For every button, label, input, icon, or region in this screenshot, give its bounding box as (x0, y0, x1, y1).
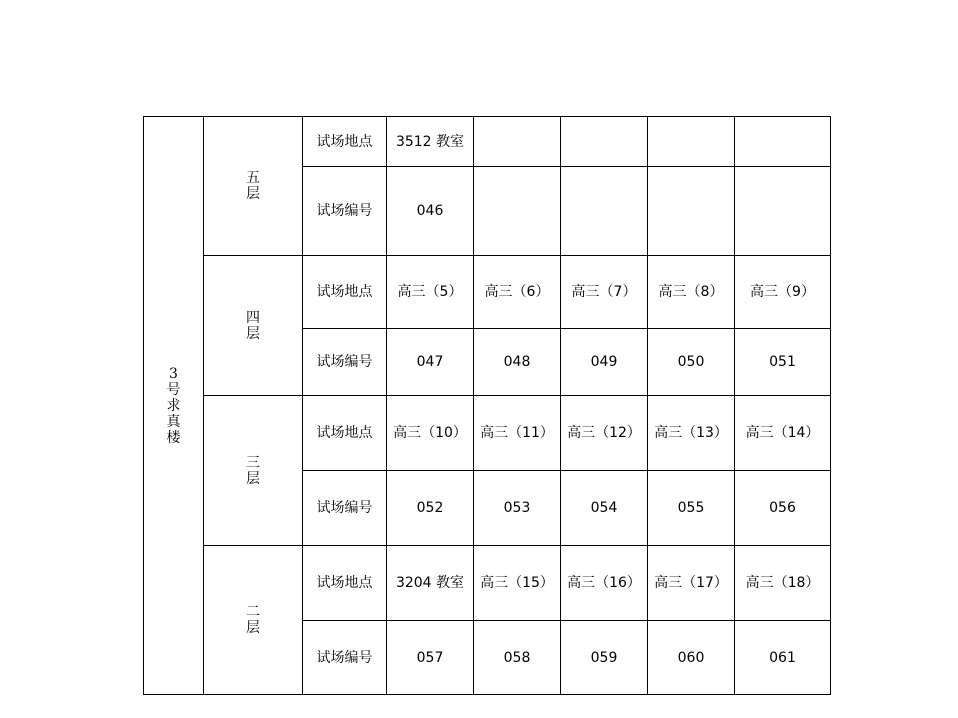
location-cell: 高三（17） (648, 546, 735, 621)
location-cell: 高三（9） (735, 256, 831, 329)
location-cell: 3512 教室 (387, 117, 474, 167)
number-cell: 059 (561, 621, 648, 695)
number-cell: 054 (561, 471, 648, 546)
location-cell: 高三（7） (561, 256, 648, 329)
number-cell: 052 (387, 471, 474, 546)
number-cell: 058 (474, 621, 561, 695)
row-label-location: 试场地点 (303, 256, 387, 329)
number-cell (735, 167, 831, 256)
building-name: 3 号 求 真 楼 (144, 117, 204, 695)
location-cell: 高三（14） (735, 396, 831, 471)
location-cell: 高三（15） (474, 546, 561, 621)
location-cell: 高三（11） (474, 396, 561, 471)
number-cell: 057 (387, 621, 474, 695)
table-row (144, 546, 831, 621)
floor-label-4: 四 层 (204, 256, 303, 396)
row-label-number: 试场编号 (303, 621, 387, 695)
table-row (144, 396, 831, 471)
location-cell: 高三（8） (648, 256, 735, 329)
row-label-number: 试场编号 (303, 167, 387, 256)
number-cell (648, 167, 735, 256)
number-cell: 050 (648, 329, 735, 396)
number-cell: 046 (387, 167, 474, 256)
location-cell: 高三（16） (561, 546, 648, 621)
row-label-location: 试场地点 (303, 117, 387, 167)
location-cell: 3204 教室 (387, 546, 474, 621)
number-cell: 048 (474, 329, 561, 396)
table-row (144, 117, 831, 167)
floor-label-2: 二 层 (204, 546, 303, 695)
location-cell: 高三（10） (387, 396, 474, 471)
floor-label-5: 五 层 (204, 117, 303, 256)
location-cell (648, 117, 735, 167)
floor-label-3: 三 层 (204, 396, 303, 546)
location-cell (735, 117, 831, 167)
location-cell (474, 117, 561, 167)
number-cell: 051 (735, 329, 831, 396)
number-cell: 061 (735, 621, 831, 695)
number-cell: 056 (735, 471, 831, 546)
number-cell: 049 (561, 329, 648, 396)
number-cell: 060 (648, 621, 735, 695)
number-cell: 055 (648, 471, 735, 546)
location-cell (561, 117, 648, 167)
number-cell: 053 (474, 471, 561, 546)
exam-room-table (143, 116, 831, 695)
row-label-location: 试场地点 (303, 546, 387, 621)
location-cell: 高三（13） (648, 396, 735, 471)
row-label-number: 试场编号 (303, 329, 387, 396)
location-cell: 高三（18） (735, 546, 831, 621)
number-cell: 047 (387, 329, 474, 396)
row-label-number: 试场编号 (303, 471, 387, 546)
location-cell: 高三（6） (474, 256, 561, 329)
row-label-location: 试场地点 (303, 396, 387, 471)
number-cell (474, 167, 561, 256)
number-cell (561, 167, 648, 256)
location-cell: 高三（5） (387, 256, 474, 329)
table-row (144, 256, 831, 329)
location-cell: 高三（12） (561, 396, 648, 471)
